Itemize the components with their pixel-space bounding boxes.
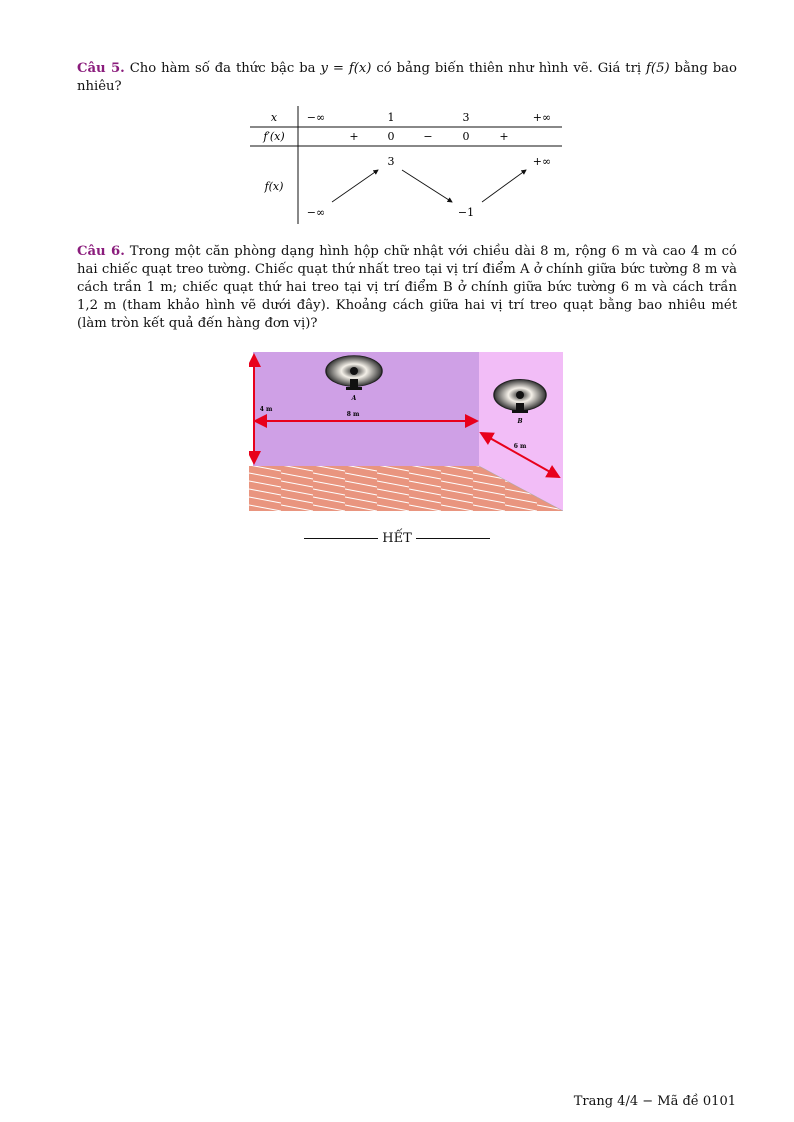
fan-a-label: A bbox=[351, 395, 357, 402]
question-5-text-before: Cho hàm số đa thức bậc ba bbox=[129, 61, 321, 76]
question-5-text-middle: có bảng biến thiên như hình vẽ. Giá trị bbox=[371, 61, 647, 76]
question-5-formula2: f(5) bbox=[646, 61, 670, 76]
height-label: 4 m bbox=[259, 406, 273, 413]
end-rule-right bbox=[416, 538, 490, 539]
end-marker-text: HẾT bbox=[382, 531, 412, 546]
x-value-3: 3 bbox=[462, 111, 470, 124]
question-6-text: Trong một căn phòng dạng hình hộp chữ nhật với chiều dài 8 m, rộng 6 m và cao 4 m có hai chiếc quạt treo tường. Chiếc quạt thứ nhất treo tại vị trí điểm A ở chính giữa bức tường 8 m và cách trần 1 m; chiếc quạt thứ hai treo tại vị trí điểm B ở chính giữa bức tường 6 m và cách trần 1,2 m (tham khảo hình vẽ dưới đây). Khoảng cách giữa hai vị trí treo quạt bằng bao nhiêu mét (làm tròn kết quả đến hàng đơn vị)? bbox=[77, 244, 737, 331]
sign-plus-1: + bbox=[349, 130, 359, 143]
question-6 bbox=[77, 243, 737, 333]
decrease-arrow bbox=[402, 170, 452, 202]
question-5-formula: y = f(x) bbox=[320, 61, 372, 76]
f-value-neg-1: −1 bbox=[457, 206, 475, 219]
question-6-number: Câu 6. bbox=[77, 244, 125, 259]
width-label: 6 m bbox=[513, 443, 527, 450]
f-value-3: 3 bbox=[387, 155, 395, 168]
sign-zero-1: 0 bbox=[387, 130, 395, 143]
variation-table bbox=[250, 106, 562, 224]
room-figure bbox=[249, 352, 563, 511]
sign-minus: − bbox=[423, 130, 433, 143]
f-value-neg-inf: −∞ bbox=[306, 206, 326, 219]
end-marker bbox=[0, 531, 794, 546]
question-5 bbox=[77, 60, 737, 96]
increase-arrow-1 bbox=[332, 170, 378, 202]
sign-zero-2: 0 bbox=[462, 130, 470, 143]
question-5-text-after: bằng bao nhiêu? bbox=[77, 61, 737, 94]
page-footer: Trang 4/4 − Mã đề 0101 bbox=[573, 1094, 736, 1109]
row-label-derivative: f′(x) bbox=[263, 130, 285, 143]
row-label-x: x bbox=[270, 111, 278, 124]
row-label-f: f(x) bbox=[264, 180, 284, 193]
length-label: 8 m bbox=[346, 411, 360, 418]
increase-arrow-2 bbox=[482, 170, 526, 202]
f-value-pos-inf: +∞ bbox=[532, 155, 552, 168]
x-value-pos-inf: +∞ bbox=[532, 111, 552, 124]
sign-plus-2: + bbox=[499, 130, 509, 143]
fan-b-label: B bbox=[517, 418, 523, 425]
x-value-1: 1 bbox=[387, 111, 395, 124]
x-value-neg-inf: −∞ bbox=[306, 111, 326, 124]
question-5-number: Câu 5. bbox=[77, 61, 125, 76]
end-rule-left bbox=[304, 538, 378, 539]
